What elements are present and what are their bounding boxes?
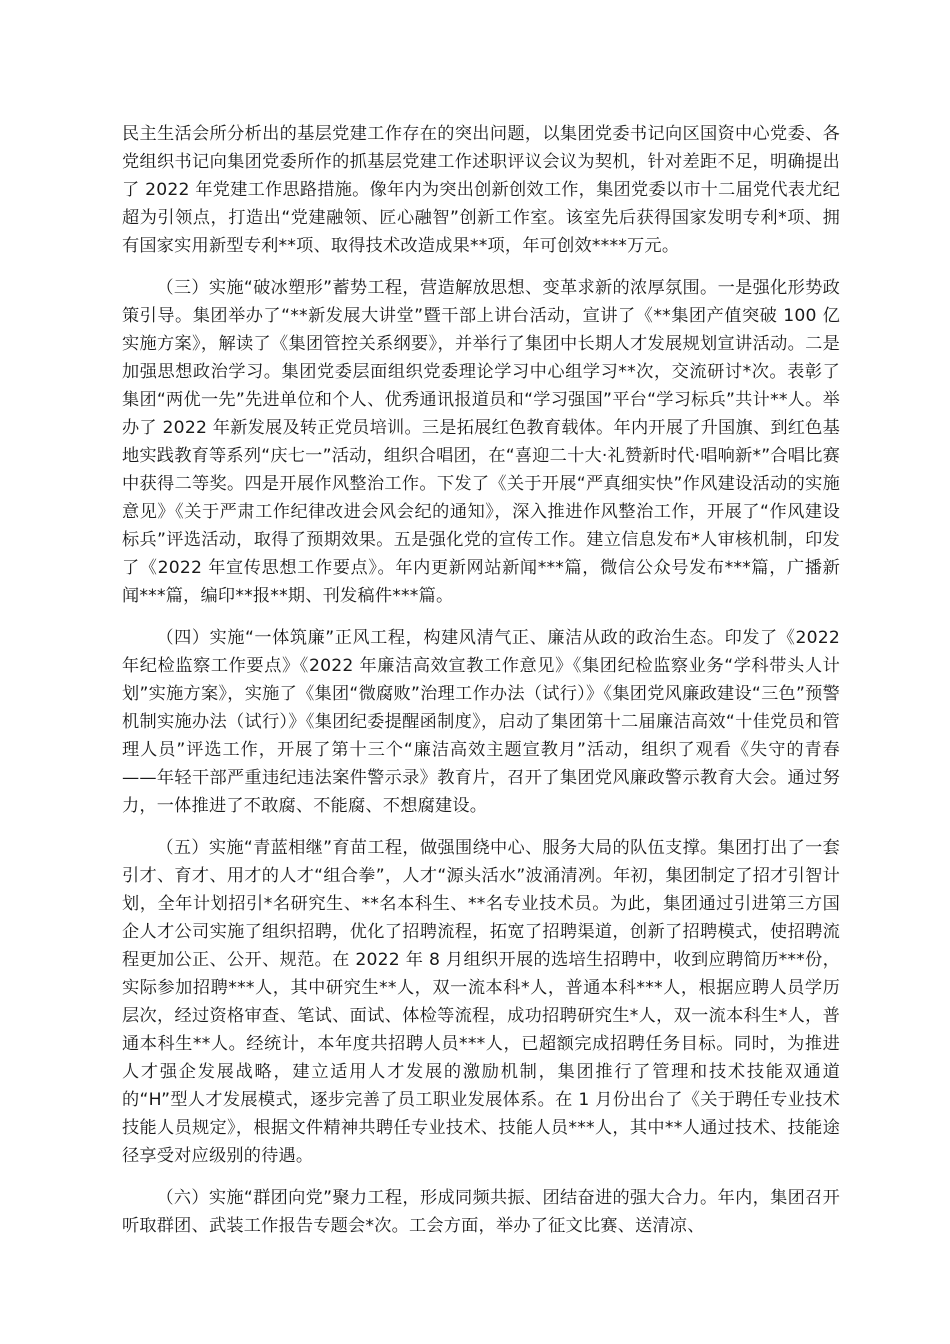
document-body (122, 120, 840, 1254)
paragraph-section-4: （四）实施“一体筑廉”正风工程，构建风清气正、廉洁从政的政治生态。印发了《2022 年纪检监察工作要点》《2022 年廉洁高效宣教工作意见》《集团纪检监察业务“学科带头人计划”实施方案》，实施了《集团“微腐败”治理工作办法（试行）》《集团党风廉政建设“三色”预警机制实施办法（试行）》《集团纪委提醒函制度》，启动了集团第十二届廉洁高效“十佳党员和管理人员”评选工作，开展了第十三个“廉洁高效主题宣教月”活动，组织了观看《失守的青春——年轻干部严重违纪违法案件警示录》教育片，召开了集团党风廉政警示教育大会。通过努力，一体推进了不敢腐、不能腐、不想腐建设。 (122, 628, 840, 816)
paragraph-section-5: （五）实施“青蓝相继”育苗工程，做强围绕中心、服务大局的队伍支撑。集团打出了一套引才、育才、用才的人才“组合拳”，人才“源头活水”波涌清冽。年初，集团制定了招才引智计划，全年计划招引*名研究生、**名本科生、**名专业技术员。为此，集团通过引进第三方国企人才公司实施了组织招聘，优化了招聘流程，拓宽了招聘渠道，创新了招聘模式，使招聘流程更加公正、公开、规范。在 2022 年 8 月组织开展的选培生招聘中，收到应聘简历***份，实际参加招聘***人，其中研究生**人，双一流本科*人，普通本科***人，根据应聘人员学历层次，经过资格审查、笔试、面试、体检等流程，成功招聘研究生*人，双一流本科生*人，普通本科生**人。经统计，本年度共招聘人员***人，已超额完成招聘任务目标。同时，为推进人才强企发展战略，建立适用人才发展的激励机制，集团推行了管理和技术技能双通道的“H”型人才发展模式，逐步完善了员工职业发展体系。在 1 月份出台了《关于聘任专业技术技能人员规定》，根据文件精神共聘任专业技术、技能人员***人，其中**人通过技术、技能途径享受对应级别的待遇。 (122, 838, 840, 1166)
paragraph-section-3: （三）实施“破冰塑形”蓄势工程，营造解放思想、变革求新的浓厚氛围。一是强化形势政策引导。集团举办了“**新发展大讲堂”暨干部上讲台活动，宣讲了《**集团产值突破 100 亿实施方案》，解读了《集团管控关系纲要》，并举行了集团中长期人才发展规划宣讲活动。二是加强思想政治学习。集团党委层面组织党委理论学习中心组学习**次，交流研讨*次。表彰了集团“两优一先”先进单位和个人、优秀通讯报道员和“学习强国”平台“学习标兵”共计**人。举办了 2022 年新发展及转正党员培训。三是拓展红色教育载体。年内开展了升国旗、到红色基地实践教育等系列“庆七一”活动，组织合唱团，在“喜迎二十大·礼赞新时代·唱响新*”合唱比赛中获得二等奖。四是开展作风整治工作。下发了《关于开展“严真细实快”作风建设活动的实施意见》《关于严肃工作纪律改进会风会纪的通知》，深入推进作风整治工作，开展了“作风建设标兵”评选活动，取得了预期效果。五是强化党的宣传工作。建立信息发布*人审核机制，印发了《2022 年宣传思想工作要点》。年内更新网站新闻***篇，微信公众号发布***篇，广播新闻***篇，编印**报**期、刊发稿件***篇。 (122, 278, 840, 606)
paragraph-section-6: （六）实施“群团向党”聚力工程，形成同频共振、团结奋进的强大合力。年内，集团召开听取群团、武装工作报告专题会*次。工会方面，举办了征文比赛、送清凉、 (122, 1188, 840, 1236)
paragraph-intro: 民主生活会所分析出的基层党建工作存在的突出问题，以集团党委书记向区国资中心党委、各党组织书记向集团党委所作的抓基层党建工作述职评议会议为契机，针对差距不足，明确提出了 2022 年党建工作思路措施。像年内为突出创新创效工作，集团党委以市十二届党代表尤纪超为引领点，打造出“党建融领、匠心融智”创新工作室。该室先后获得国家发明专利*项、拥有国家实用新型专利**项、取得技术改造成果**项，年可创效****万元。 (122, 124, 840, 256)
